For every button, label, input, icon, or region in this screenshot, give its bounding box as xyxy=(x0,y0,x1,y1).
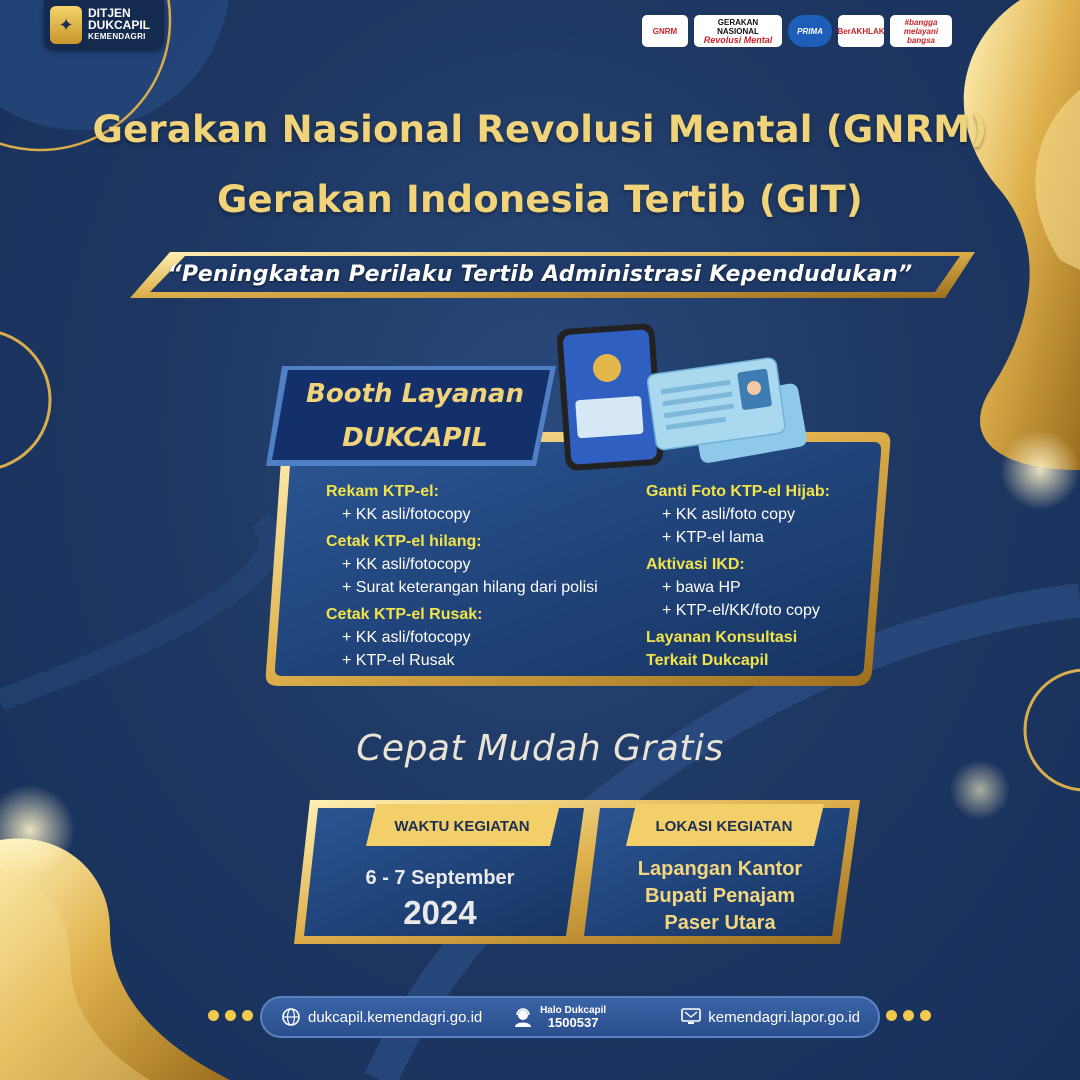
logo-line-2: DUKCAPIL xyxy=(88,18,150,32)
location-label: LOKASI KEGIATAN xyxy=(655,817,793,835)
footer-website[interactable] xyxy=(280,1006,495,1028)
booth-title xyxy=(300,372,530,460)
website-text: dukcapil.kemendagri.go.id xyxy=(308,1008,483,1026)
service-heading: Aktivasi IKD: xyxy=(646,556,745,573)
booth-line-2: DUKCAPIL xyxy=(342,423,488,453)
booth-line-1: Booth Layanan xyxy=(306,379,524,409)
service-heading: Cetak KTP-el Rusak: xyxy=(326,606,483,623)
service-item: + KTP-el lama xyxy=(662,529,764,546)
service-heading: Terkait Dukcapil xyxy=(646,652,769,669)
service-heading: Cetak KTP-el hilang: xyxy=(326,533,482,550)
call-center-icon xyxy=(512,1006,534,1028)
gnrm-logo-icon: GNRM xyxy=(642,15,688,47)
ditjen-dukcapil-logo xyxy=(44,0,164,50)
event-location xyxy=(600,856,840,937)
service-item: + KK asli/foto copy xyxy=(662,506,795,523)
location-line: Paser Utara xyxy=(664,912,776,934)
phone-id-card-illustration xyxy=(555,322,815,472)
time-label: WAKTU KEGIATAN xyxy=(394,817,530,835)
service-item: + bawa HP xyxy=(662,579,741,596)
bangga-melayani-logo: #bangga melayani bangsa xyxy=(890,15,952,47)
halo-number: 1500537 xyxy=(547,1015,599,1030)
service-item: + KK asli/fotocopy xyxy=(342,556,471,573)
footer-lapor[interactable] xyxy=(623,1006,860,1028)
service-heading: Ganti Foto KTP-el Hijab: xyxy=(646,483,830,500)
location-line: Lapangan Kantor xyxy=(637,858,803,880)
footer-contact-bar xyxy=(260,996,880,1038)
footer-dots-left xyxy=(208,1010,253,1021)
service-item: + KK asli/fotocopy xyxy=(342,629,471,646)
tagline: “Peningkatan Perilaku Tertib Administrasi Kependudukan” xyxy=(167,261,913,287)
service-heading: Rekam KTP-el: xyxy=(326,483,439,500)
service-item: + Surat keterangan hilang dari polisi xyxy=(342,579,598,596)
berakhlak-logo: BerAKHLAK xyxy=(838,15,884,47)
garuda-emblem-icon: ✦ xyxy=(50,6,82,44)
services-left-column xyxy=(326,480,646,672)
event-date-range: 6 - 7 September xyxy=(365,867,515,889)
location-line: Bupati Penajam xyxy=(644,885,796,907)
service-heading: Layanan Konsultasi xyxy=(646,629,798,646)
footer-halo-dukcapil[interactable] xyxy=(495,1005,623,1029)
event-date xyxy=(310,864,570,934)
prima-logo: PRIMA xyxy=(788,15,832,47)
footer-dots-right xyxy=(886,1010,931,1021)
event-year: 2024 xyxy=(403,894,477,931)
revolusi-mental-logo: GERAKAN NASIONAL Revolusi Mental xyxy=(694,15,782,47)
monitor-mail-icon xyxy=(680,1006,702,1028)
partner-logos xyxy=(622,12,952,50)
logo-line-1: DITJEN xyxy=(88,6,131,20)
lapor-text: kemendagri.lapor.go.id xyxy=(708,1008,860,1026)
slogan: Cepat Mudah Gratis xyxy=(356,728,724,769)
services-right-column xyxy=(646,480,876,672)
sub-title: Gerakan Indonesia Tertib (GIT) xyxy=(216,178,864,221)
logo-line-3: KEMENDAGRI xyxy=(88,32,146,41)
halo-label: Halo Dukcapil xyxy=(540,1005,607,1016)
service-item: + KTP-el Rusak xyxy=(342,652,455,669)
service-item: + KTP-el/KK/foto copy xyxy=(662,602,820,619)
globe-icon xyxy=(280,1006,302,1028)
main-title: Gerakan Nasional Revolusi Mental (GNRM) xyxy=(92,108,988,151)
service-item: + KK asli/fotocopy xyxy=(342,506,471,523)
